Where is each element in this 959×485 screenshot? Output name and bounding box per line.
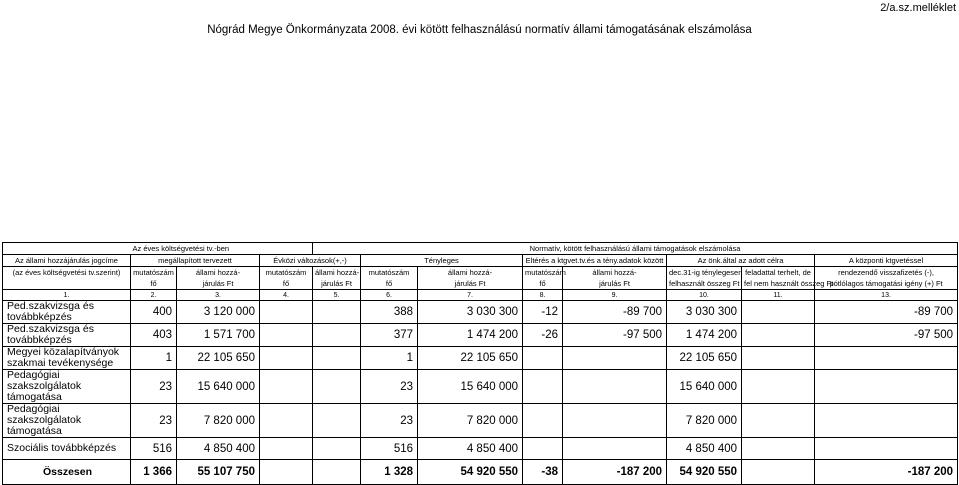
- row-label: Szociális továbbképzés: [3, 438, 131, 460]
- table-row: Megyei közalapítványok szakmai tevékenysége 1 22 105 650 1 22 105 650 22 105 650: [3, 347, 958, 370]
- document-title: Nógrád Megye Önkormányzata 2008. évi kötött felhasználású normatív állami támogatásának elszámolása: [207, 24, 752, 36]
- column-number-row: 1. 2. 3. 4. 5. 6. 7. 8. 9. 10. 11. 13.: [3, 290, 958, 301]
- header-row-2: [3, 255, 958, 267]
- header-title-col: Az állami hozzájárulás jogcíme: [3, 255, 131, 267]
- total-row: Összesen 1 366 55 107 750 1 328 54 920 550 -38 -187 200 54 920 550 -187 200: [3, 460, 958, 485]
- row-label: Megyei közalapítványok szakmai tevékenysége: [3, 347, 131, 370]
- header-row-1: [3, 243, 958, 255]
- table-row: Ped.szakvizsga és továbbképzés 403 1 571 700 377 1 474 200 -26 -97 500 1 474 200 -97 500: [3, 324, 958, 347]
- annex-reference: 2/a.sz.melléklet: [880, 2, 956, 14]
- total-label: Összesen: [3, 460, 131, 485]
- row-label: Pedagógiai szakszolgálatok támogatása: [3, 404, 131, 438]
- header-normative: Normatív, kötött felhasználású állami támogatások elszámolása: [313, 243, 958, 255]
- row-label: Ped.szakvizsga és továbbképzés: [3, 301, 131, 324]
- header-annual: Az éves költségvetési tv.-ben: [131, 243, 313, 255]
- header-row-3: (az éves költségvetési tv.szerint) mutatószám állami hozzá- mutatószám állami hozzá- mutatószám állami hozzá- mutatószám állami hozzá- dec.31-ig ténylegesen feladattal terhelt, de rendezendő visszafizetés (-),: [3, 267, 958, 279]
- header-changes: Évközi változások(+,-): [260, 255, 361, 267]
- table-row: Pedagógiai szakszolgálatok támogatása 23 15 640 000 23 15 640 000 15 640 000: [3, 370, 958, 404]
- table-row: Szociális továbbképzés 516 4 850 400 516 4 850 400 4 850 400: [3, 438, 958, 460]
- header-diff: Eltérés a ktgvet.tv.és a tény.adatok között: [523, 255, 667, 267]
- settlement-table: [2, 242, 958, 485]
- header-actual: Tényleges: [361, 255, 523, 267]
- table-row: Ped.szakvizsga és továbbképzés 400 3 120 000 388 3 030 300 -12 -89 700 3 030 300 -89 700: [3, 301, 958, 324]
- header-row-4: fő járulás Ft fő járulás Ft fő járulás Ft fő járulás Ft felhasznált összeg Ft fel nem használt összeg Ft pótlólagos támogatási igény (+) Ft: [3, 278, 958, 290]
- header-planned: megállapított tervezett: [131, 255, 260, 267]
- header-title-sub: (az éves költségvetési tv.szerint): [3, 267, 131, 279]
- table-row: Pedagógiai szakszolgálatok támogatása 23 7 820 000 23 7 820 000 7 820 000: [3, 404, 958, 438]
- header-central: A központi ktgvetéssel: [815, 255, 958, 267]
- row-label: Ped.szakvizsga és továbbképzés: [3, 324, 131, 347]
- row-label: Pedagógiai szakszolgálatok támogatása: [3, 370, 131, 404]
- header-county: Az önk.által az adott célra: [667, 255, 815, 267]
